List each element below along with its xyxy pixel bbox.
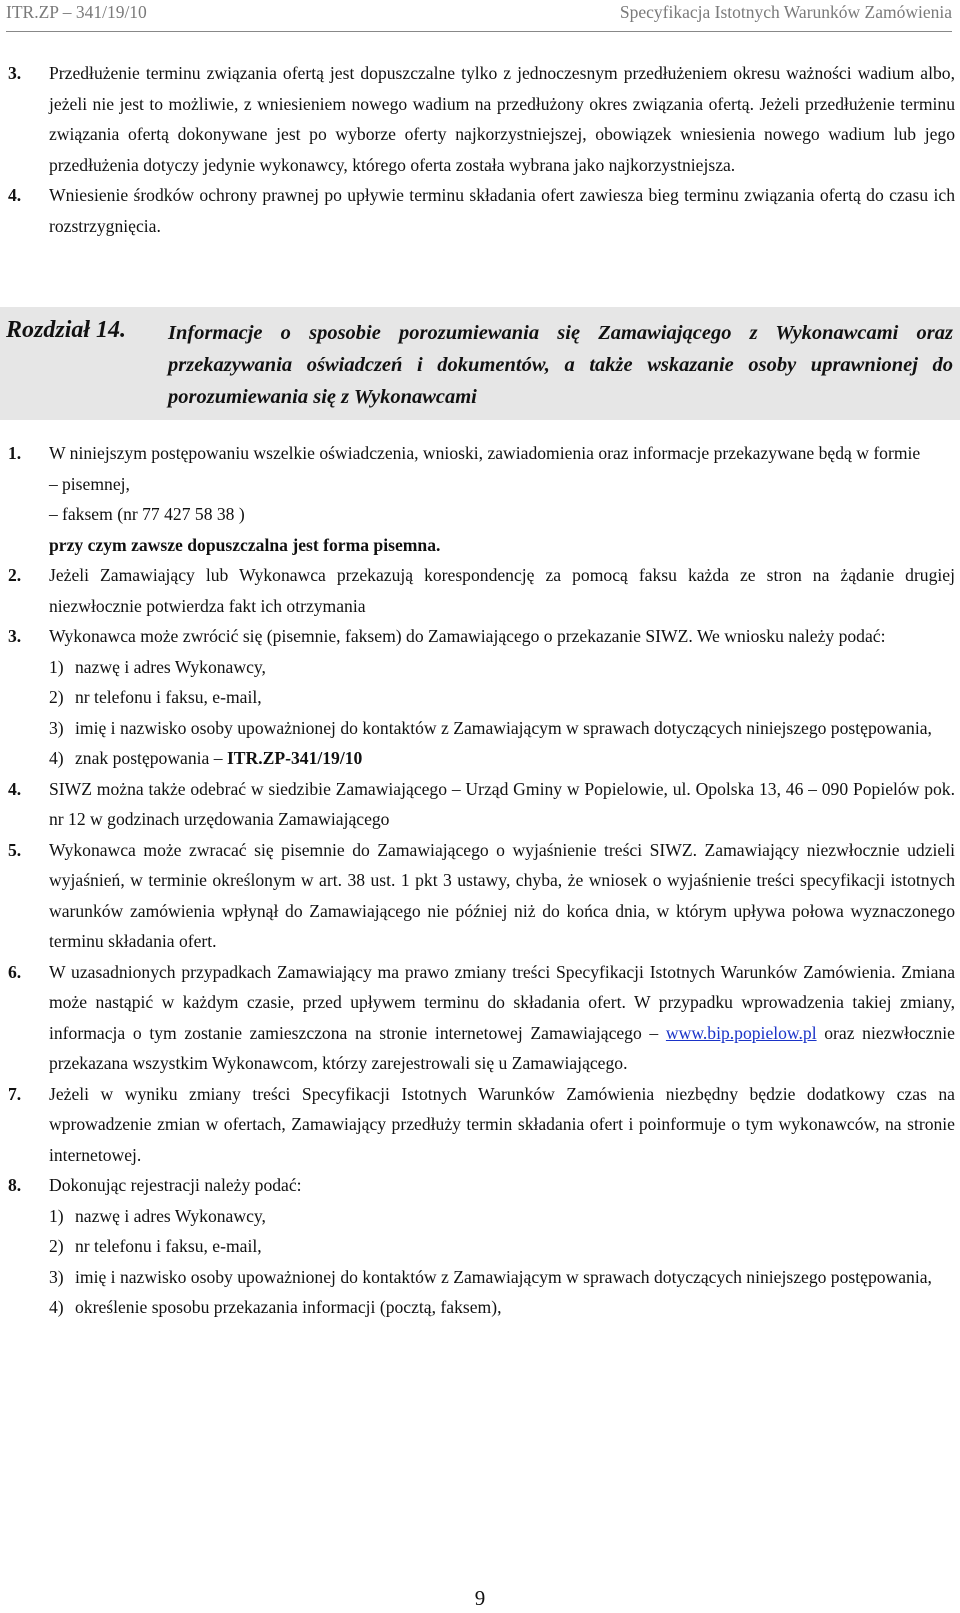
item-number: 6. (8, 961, 22, 982)
sub-number: 2) (49, 1236, 64, 1256)
list-item-5 (8, 835, 955, 957)
sub-item (49, 1262, 955, 1293)
sub-item (49, 1231, 955, 1262)
sub-item (49, 743, 955, 774)
sub-number: 2) (49, 687, 64, 707)
list-item-3 (8, 621, 955, 652)
list-item-6 (8, 957, 955, 1079)
list-item-7 (8, 1079, 955, 1171)
sub-number: 4) (49, 1297, 64, 1317)
sub-text: imię i nazwisko osoby upoważnionej do kontaktów z Zamawiającym w sprawach dotyczących niniejszego postępowania, (75, 1266, 932, 1287)
sub-text: nr telefonu i faksu, e-mail, (75, 687, 262, 707)
item-number: 4. (8, 778, 22, 799)
sub-number: 1) (49, 1205, 64, 1226)
website-link[interactable]: www.bip.popielow.pl (665, 1022, 817, 1043)
item-number: 8. (8, 1175, 22, 1195)
item-number: 1. (8, 443, 22, 463)
document-code: ITR.ZP – 341/19/10 (6, 2, 147, 22)
dash-item (49, 499, 955, 530)
item-number: 4. (8, 185, 22, 205)
item-text-start: W uzasadnionych przypadkach Zamawiający ma prawo zmiany treści Specyfikacji Istotnych Warunków Zamówienia. Zmiana może nastąpić w każdym czasie, przed upływem terminu do składania ofert. W przypadku wprowadzenia takiej zmiany, informacja o tym zostanie zamieszczona na stronie internetowej Zamawiającego – (49, 961, 955, 1043)
item-text: Jeżeli w wyniku zmiany treści Specyfikacji Istotnych Warunków Zamówienia niezbędny będzie dodatkowy czas na wprowadzenie zmian w ofertach, Zamawiający przedłuży termin składania ofert i poinformuje o tym wykonawców, na stronie internetowej. (49, 1083, 955, 1165)
item-number: 2. (8, 565, 22, 585)
item-text: Wykonawca może zwrócić się (pisemnie, faksem) do Zamawiającego o przekazanie SIWZ. We wniosku należy podać: (49, 626, 886, 646)
sub-text: znak postępowania – (75, 748, 227, 768)
list-item-4 (8, 774, 955, 835)
dash-bullet: – (49, 504, 58, 524)
chapter-title: Informacje o sposobie porozumiewania się Zamawiającego z Wykonawcami oraz przekazywania oświadczeń i dokumentów, a także wskazanie osoby uprawnionej do porozumiewania się z Wykonawcami (168, 322, 953, 408)
procedure-code: ITR.ZP-341/19/10 (226, 748, 363, 768)
item-text: Przedłużenie terminu związania ofertą jest dopuszczalne tylko z jednoczesnym przedłużeniem okresu ważności wadium albo, jeżeli nie jest to możliwie, z wniesieniem nowego wadium na przedłużony okres związania ofertą. Jeżeli przedłużenie terminu związania ofertą dokonywane jest po wyborze oferty najkorzystniejszej, obowiązek wniesienia nowego wadium lub jego przedłużenia dotyczy jedynie wykonawcy, którego oferta została wybrana jako najkorzystniejsza. (49, 63, 955, 175)
bold-note: przy czym zawsze dopuszczalna jest forma pisemna. (49, 534, 441, 555)
list-item-2 (8, 560, 955, 621)
list-item-1 (8, 438, 955, 469)
sub-item (49, 713, 955, 744)
item-number: 7. (8, 1083, 22, 1104)
sub-item (49, 1201, 955, 1232)
sub-item (49, 682, 955, 713)
item-text: Wniesienie środków ochrony prawnej po upływie terminu składania ofert zawiesza bieg terminu związania ofertą do czasu ich rozstrzygnięcia. (49, 185, 955, 236)
chapter-content (8, 438, 955, 1323)
sub-text: imię i nazwisko osoby upoważnionej do kontaktów z Zamawiającym w sprawach dotyczących niniejszego postępowania, (75, 717, 932, 738)
item-text: SIWZ można także odebrać w siedzibie Zamawiającego – Urząd Gminy w Popielowie, ul. Opolska 13, 46 – 090 Popielów pok. nr 12 w godzinach urzędowania Zamawiającego (49, 778, 955, 829)
page-header (0, 0, 960, 32)
sub-number: 3) (49, 1266, 64, 1287)
item-number: 3. (8, 63, 22, 83)
list-item-8 (8, 1170, 955, 1201)
dash-text: pisemnej, (62, 473, 130, 494)
dash-bullet: – (49, 473, 58, 494)
sub-number: 4) (49, 748, 64, 768)
sub-item (49, 652, 955, 683)
dash-text: faksem (nr 77 427 58 38 ) (62, 504, 245, 524)
dash-item (49, 469, 955, 500)
sub-text: nr telefonu i faksu, e-mail, (75, 1236, 262, 1256)
sub-text: określenie sposobu przekazania informacji (pocztą, faksem), (75, 1297, 502, 1317)
item-text: W niniejszym postępowaniu wszelkie oświadczenia, wnioski, zawiadomienia oraz informacje przekazywane będą w formie (49, 443, 921, 463)
chapter-label: Rozdział 14. (6, 317, 127, 343)
item-number: 3. (8, 626, 22, 646)
list-item (8, 58, 955, 180)
list-item (8, 180, 955, 241)
item-text-end: oraz niezwłocznie przekazana wszystkim Wykonawcom, którzy zarejestrowali się u Zamawiającego. (49, 1022, 955, 1073)
previous-chapter-continuation (8, 58, 955, 241)
item-text: Jeżeli Zamawiający lub Wykonawca przekazują korespondencję za pomocą faksu każda ze stron na żądanie drugiej niezwłocznie potwierdza fakt ich otrzymania (49, 565, 955, 616)
header-divider (6, 31, 952, 32)
item-text (49, 957, 955, 1079)
page-number: 9 (474, 1586, 486, 1610)
sub-item (49, 1292, 955, 1323)
item-text: Dokonując rejestracji należy podać: (49, 1175, 302, 1195)
item-text: Wykonawca może zwracać się pisemnie do Zamawiającego o wyjaśnienie treści SIWZ. Zamawiający niezwłocznie udzieli wyjaśnień, w terminie określonym w art. 38 ust. 1 pkt 3 ustawy, chyba, że wniosek o wyjaśnienie treści specyfikacji istotnych warunków zamówienia wpłynął do Zamawiającego nie później niż do końca dnia, w którym upływa połowa wyznaczonego terminu składania ofert. (49, 839, 955, 951)
document-title: Specyfikacja Istotnych Warunków Zamówienia (619, 2, 952, 22)
item-number: 5. (8, 839, 22, 860)
sub-text: nazwę i adres Wykonawcy, (75, 656, 266, 677)
sub-number: 1) (49, 656, 64, 677)
sub-text: nazwę i adres Wykonawcy, (75, 1205, 266, 1226)
sub-number: 3) (49, 717, 64, 738)
chapter-heading (0, 307, 960, 420)
